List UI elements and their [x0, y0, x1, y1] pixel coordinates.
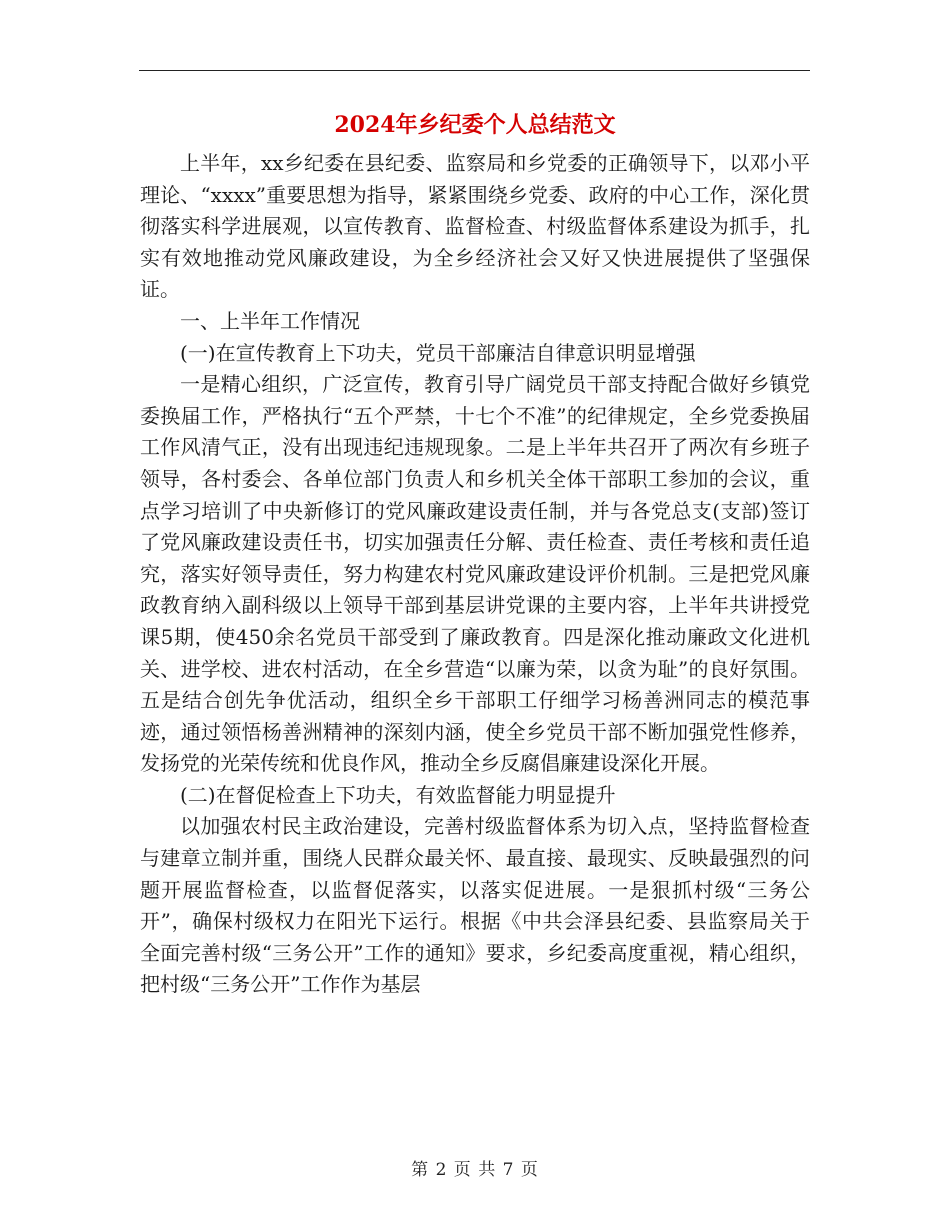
header-rule [139, 70, 810, 71]
body-paragraph-1: 一是精心组织，广泛宣传，教育引导广阔党员干部支持配合做好乡镇党委换届工作，严格执行“五个严禁，十七个不准”的纪律规定，全乡党委换届工作风清气正，没有出现违纪违规现象。二是上半年共召开了两次有乡班子领导，各村委会、各单位部门负责人和乡机关全体干部职工参加的会议，重点学习培训了中央新修订的党风廉政建设责任制，并与各党总支(支部)签订了党风廉政建设责任书，切实加强责任分解、责任检查、责任考核和责任追究，落实好领导责任，努力构建农村党风廉政建设评价机制。三是把党风廉政教育纳入副科级以上领导干部到基层讲党课的主要内容，上半年共讲授党课5期，使450余名党员干部受到了廉政教育。四是深化推动廉政文化进机关、进学校、进农村活动，在全乡营造“以廉为荣，以贪为耻”的良好氛围。五是结合创先争优活动，组织全乡干部职工仔细学习杨善洲同志的模范事迹，通过领悟杨善洲精神的深刻内涵，使全乡党员干部不断加强党性修养，发扬党的光荣传统和优良作风，推动全乡反腐倡廉建设深化开展。 [140, 372, 810, 776]
subsection-heading-2: (二)在督促检查上下功夫，有效监督能力明显提升 [180, 782, 616, 807]
intro-paragraph: 上半年，xx乡纪委在县纪委、监察局和乡党委的正确领导下，以邓小平理论、“xxxx”重要思想为指导，紧紧围绕乡党委、政府的中心工作，深化贯彻落实科学进展观，以宣传教育、监督检查、村级监督体系建设为抓手，扎实有效地推动党风廉政建设，为全乡经济社会又好又快进展提供了坚强保证。 [140, 151, 810, 302]
document-body [140, 108, 810, 1001]
subsection-heading-1: (一)在宣传教育上下功夫，党员干部廉洁自律意识明显增强 [180, 340, 696, 365]
page-footer: 第 2 页 共 7 页 [411, 1160, 539, 1180]
section-heading-1: 一、上半年工作情况 [180, 308, 360, 333]
body-paragraph-2: 以加强农村民主政治建设，完善村级监督体系为切入点，坚持监督检查与建章立制并重，围绕人民群众最关怀、最直接、最现实、反映最强烈的问题开展监督检查，以监督促落实，以落实促进展。一是狠抓村级“三务公开”，确保村级权力在阳光下运行。根据《中共会泽县纪委、县监察局关于全面完善村级“三务公开”工作的通知》要求，乡纪委高度重视，精心组织，把村级“三务公开”工作作为基层 [140, 814, 810, 997]
document-title: 2024年乡纪委个人总结范文 [334, 112, 616, 138]
